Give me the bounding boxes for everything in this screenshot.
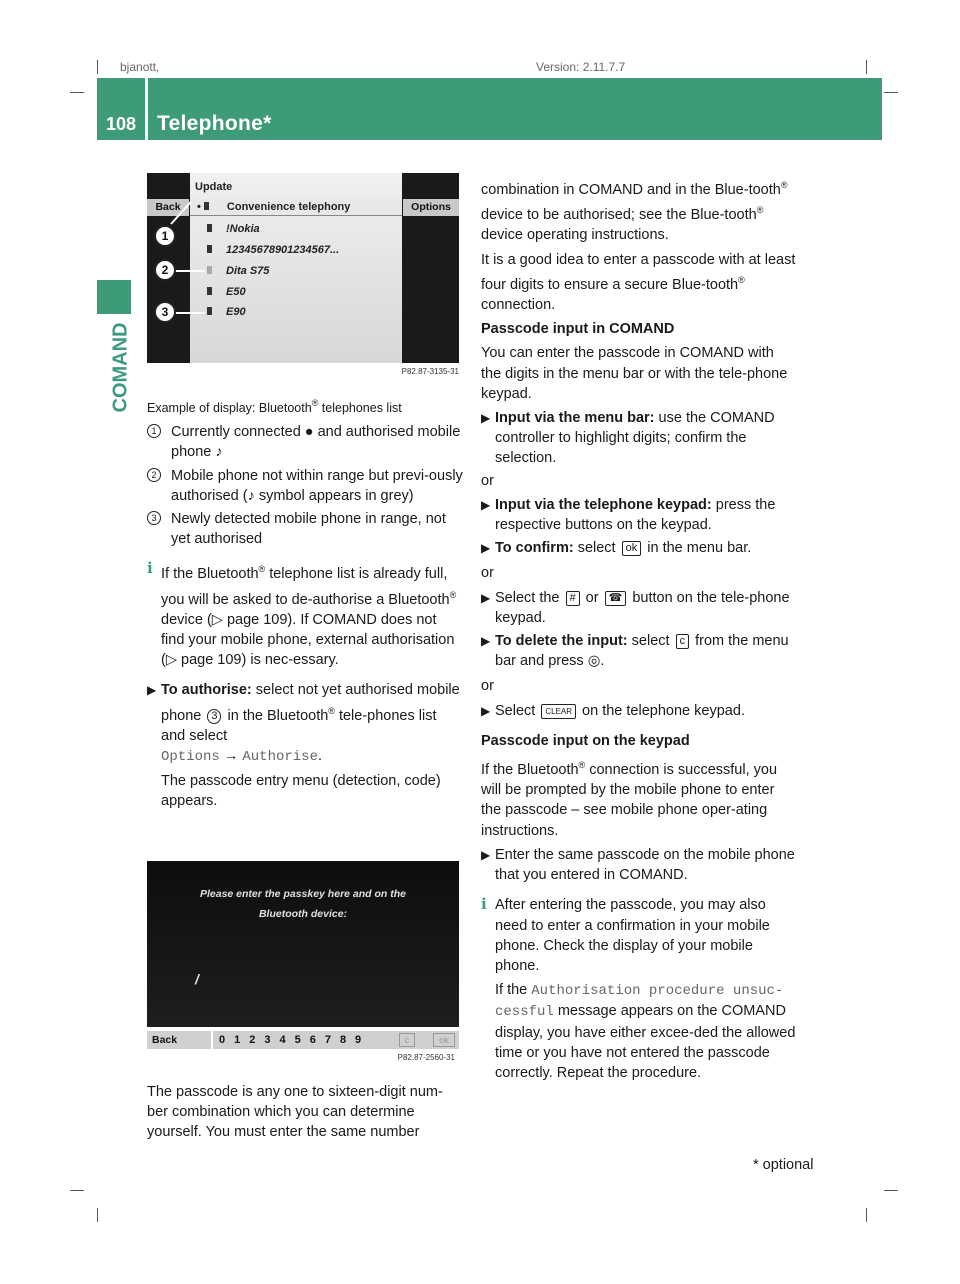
callout-1: 1 [154, 225, 176, 247]
device-row-label: E50 [226, 286, 246, 298]
crop-mark [884, 1190, 898, 1191]
legend-item: 1 Currently connected ● and authorised mobile phone ♪ [147, 422, 463, 462]
device-row[interactable] [207, 306, 246, 318]
left-tail: The passcode is any one to sixteen-digit num-ber combination which you can determine yourself. You must enter the same number [147, 1084, 443, 1141]
section-heading: Passcode input on the keypad [481, 732, 690, 749]
figure-caption: Example of display: Bluetooth® telephones list [147, 398, 402, 415]
phone-icon [207, 287, 212, 295]
back-button[interactable]: Back [147, 1031, 213, 1049]
crop-mark [866, 60, 867, 74]
phone-icon [207, 245, 212, 253]
step: ▶ Select the # or ☎ button on the tele-phone keypad. [481, 589, 790, 626]
crop-mark [866, 1208, 867, 1222]
arrow-icon: ▶ [481, 497, 491, 512]
arrow-icon: ▶ [481, 634, 491, 649]
clear-key-icon: CLEAR [541, 704, 576, 719]
callout-line [175, 312, 205, 314]
page-title: Telephone* [157, 112, 272, 135]
info-note: i After entering the passcode, you may also need to enter a confirmation in your mobile phone. Check the display of your mobile phone. If the Authorisation procedure unsuc-cessful message appears on the COMAND display, you have either excee-ded the allowed time or you have not entered the passcode correctly. Repeat the procedure. [481, 895, 796, 1081]
back-button[interactable]: Back [147, 199, 189, 216]
arrow-icon: ▶ [481, 541, 491, 556]
device-row-label: Convenience telephony [226, 201, 351, 213]
input-cursor: / [195, 971, 199, 987]
device-row[interactable] [207, 265, 269, 277]
left-column [147, 393, 463, 816]
arrow-icon: ▶ [481, 847, 491, 862]
side-label [97, 316, 145, 418]
device-row-label: Dita S75 [226, 265, 270, 277]
crop-mark [70, 1190, 84, 1191]
meta-version: Version: 2.11.7.7 [536, 60, 626, 74]
legend-item: 3 Newly detected mobile phone in range, not yet authorised [147, 509, 463, 549]
step: ▶ To confirm: select ok in the menu bar. [481, 538, 797, 558]
device-row[interactable] [207, 223, 260, 235]
ok-key-icon: ok [622, 541, 642, 556]
passcode-screen [147, 861, 459, 1027]
ok-button[interactable]: ok [433, 1033, 455, 1047]
figure-ref: P82.87-3135-31 [383, 367, 459, 376]
step: ▶ Input via the telephone keypad: press the respective buttons on the keypad. [481, 496, 776, 534]
phone-icon [204, 202, 209, 210]
clear-button[interactable]: c [399, 1033, 415, 1047]
arrow-icon: ▶ [481, 411, 491, 426]
options-button[interactable]: Options [403, 199, 459, 216]
passkey-prompt: Bluetooth device: [258, 908, 348, 920]
section-heading: Passcode input in COMAND [481, 321, 675, 338]
device-row[interactable] [207, 286, 246, 298]
bluetooth-list-screenshot [147, 173, 459, 380]
right-column: combination in COMAND and in the Blue-tooth® device to be authorised; see the Blue-tooth® device operating instructions. It is a good idea to enter a passcode with at least four digits to ensure a secure Blue-tooth® connection. Passcode input in COMAND You can enter the passcode in COMAND with the digits in the menu bar or with the tele-phone keypad. ▶ Input via the menu bar: use the COMAND controller to highlight digits; confirm the selection. or ▶ Input via the telephone keypad: press the respective buttons on the keypad. ▶ To confirm: select ok in the menu bar. or ▶ Select the # or ☎ button on the tele-phone keypad. ▶ To delete the input: select c from the menu bar and press ◎. or ▶ Select CLEAR on the telephone keypad. Passcode input on the keypad If the Bluetooth® connection is successful, you will be prompted by the mobile phone to enter the passcode – see mobile phone oper-ating instructions. ▶ Enter the same passcode on the mobile phone that you entered in COMAND. i After entering the passcode, you may also need to enter a confirmation in your mobile phone. Check the display of your mobile phone. If the Authorisation procedure unsuc-cessful message appears on the COMAND display, you have either excee-ded the allowed time or you have not entered the passcode correctly. Repeat the procedure. [481, 175, 797, 1087]
callout-2: 2 [154, 259, 176, 281]
side-tab [97, 280, 131, 314]
callout-line [175, 270, 205, 272]
crop-mark [97, 1208, 98, 1222]
step: ▶ To delete the input: select c from the menu bar and press ◎. [481, 633, 789, 670]
side-label-text: COMAND [109, 322, 132, 412]
update-title: Update [195, 181, 233, 193]
meta-author: bjanott, [120, 60, 160, 74]
callout-3: 3 [154, 301, 176, 323]
device-row[interactable] [197, 201, 350, 213]
info-note: i If the Bluetooth® telephone list is already full, you will be asked to de-authorise a Bluetooth® device (▷ page 109). If COMAND does not find your mobile phone, external authorisation (▷ page 109) is nec-essary. [147, 559, 457, 669]
arrow-icon: ▶ [481, 703, 491, 718]
phone-icon [207, 224, 212, 232]
arrow-icon: ▶ [481, 590, 491, 605]
phone-icon [207, 266, 212, 274]
footer-note: * optional [753, 1157, 814, 1173]
call-key-icon: ☎ [605, 591, 627, 606]
device-row-label: 12345678901234567... [226, 244, 340, 256]
device-row-label: E90 [226, 306, 246, 318]
device-row-label: !Nokia [226, 223, 260, 235]
info-icon: i [147, 559, 153, 578]
digit-selector[interactable]: 0123456789 [219, 1034, 371, 1046]
info-icon: i [481, 895, 487, 914]
passcode-screenshot [147, 861, 459, 1068]
figure-ref: P82.87-2560-31 [397, 1053, 455, 1062]
passkey-prompt: Please enter the passkey here and on the [199, 888, 406, 900]
crop-mark [70, 92, 84, 93]
step-authorise: ▶ To authorise: select not yet authorised mobile phone 3 in the Bluetooth® tele-phones list and select Options → Authorise. The passcode entry menu (detection, code) appears. [147, 682, 460, 810]
arrow-icon: ▶ [147, 683, 157, 698]
device-row[interactable] [207, 244, 339, 256]
controller-icon: ◎ [587, 653, 601, 670]
legend-item: 2 Mobile phone not within range but previ-ously authorised (♪ symbol appears in grey) [147, 466, 463, 506]
bullet-icon: • [197, 201, 204, 213]
clear-key-icon: c [676, 634, 690, 649]
crop-mark [97, 60, 98, 74]
step: ▶ Input via the menu bar: use the COMAND controller to highlight digits; confirm the selection. [481, 410, 775, 467]
phone-icon [207, 307, 212, 315]
crop-mark [884, 92, 898, 93]
step: ▶ Select CLEAR on the telephone keypad. [481, 701, 797, 721]
step: ▶ Enter the same passcode on the mobile phone that you entered in COMAND. [481, 846, 795, 884]
hash-key-icon: # [566, 591, 580, 606]
page-number: 108 [105, 114, 137, 134]
